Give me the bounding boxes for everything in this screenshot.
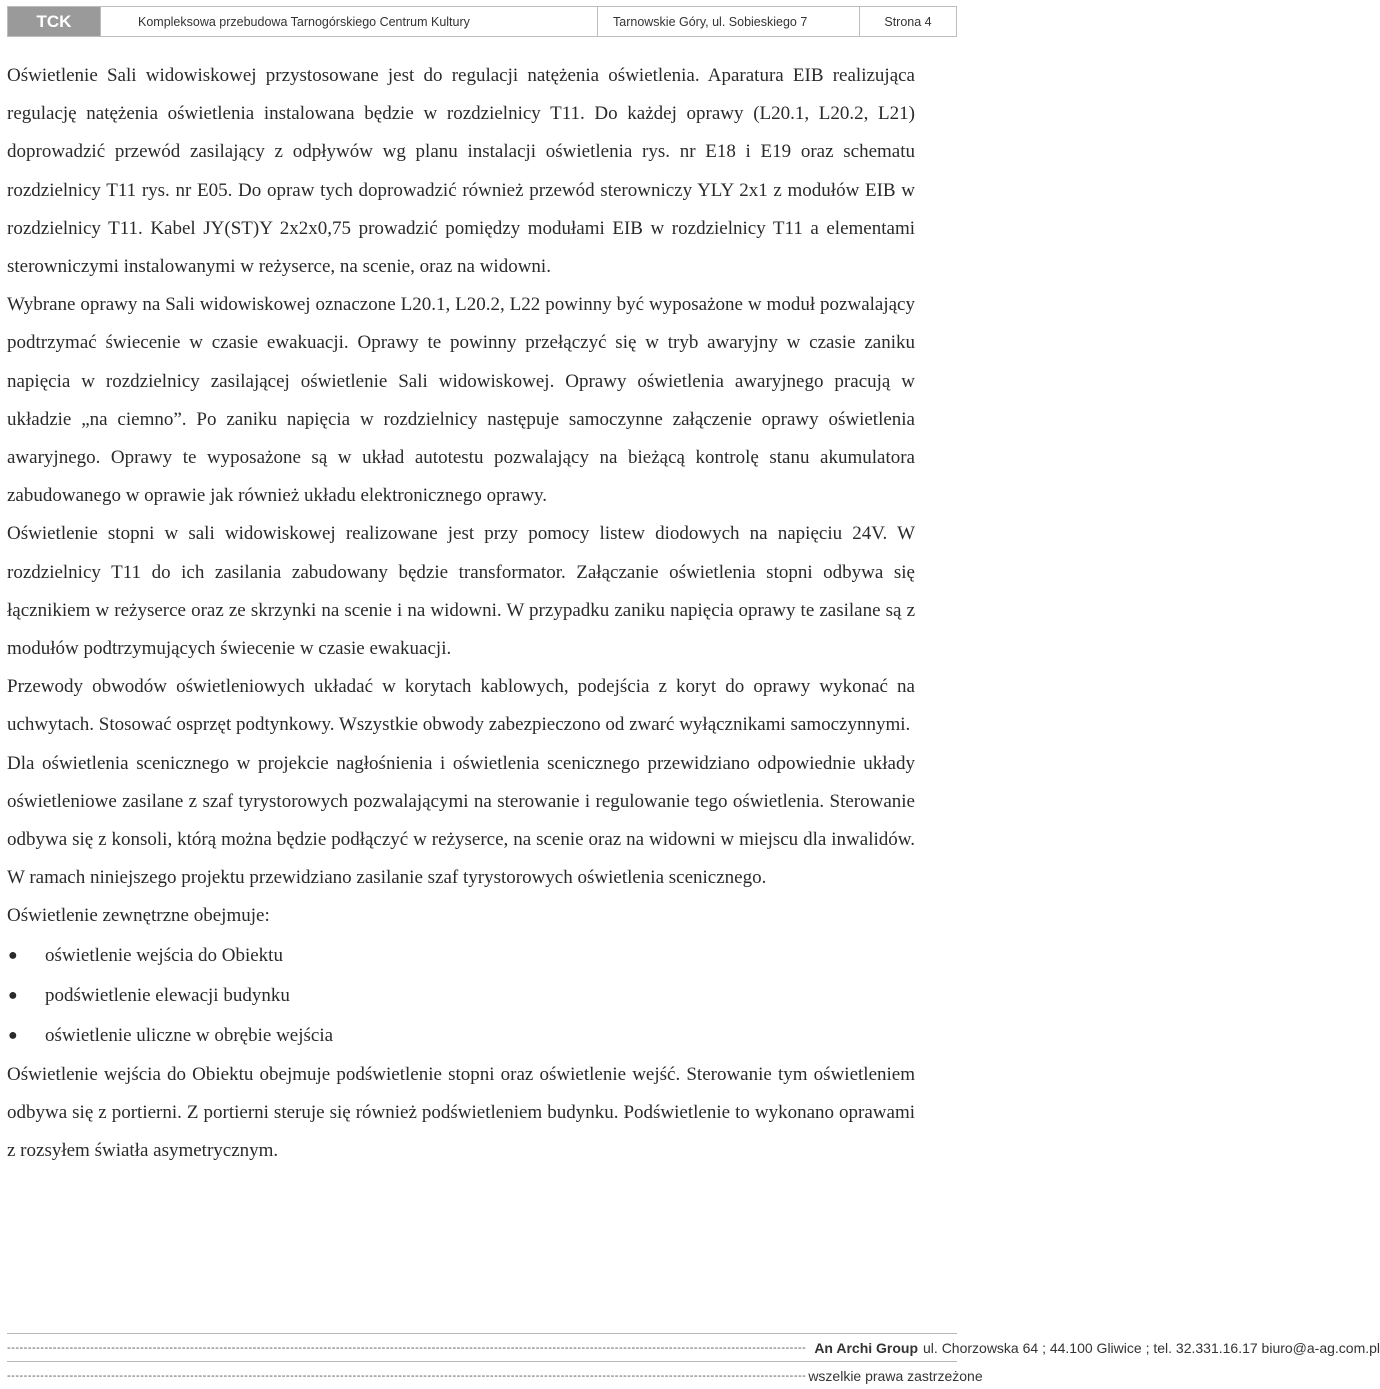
page-footer [7, 1333, 1380, 1389]
footer-company: An Archi Group [814, 1339, 919, 1356]
list-item [7, 976, 915, 1016]
paragraph-exterior-intro: Oświetlenie zewnętrzne obejmuje: [7, 905, 270, 927]
footer-rights: wszelkie prawa zastrzeżone [808, 1367, 983, 1384]
footer-contact: ul. Chorzowska 64 ; 44.100 Gliwice ; tel. 32.331.16.17 biuro@a-ag.com.pl [923, 1339, 1380, 1356]
footer-dashes: ------------------------------------------------------------------------------------------------------------------------------------------------------------------------------------------------ [7, 1341, 807, 1354]
paragraph-stage-lighting: Dla oświetlenia scenicznego w projekcie nagłośnienia i oświetlenia scenicznego przewidziano odpowiednie układy oświetleniowe zasilane z szaf tyrystorowych pozwalającymi na sterowanie i regulowanie tego oświetlenia. Sterowanie odbywa się z konsoli, którą można będzie podłączyć w reżyserce, na scenie oraz na widowni w miejscu dla inwalidów. W ramach niniejszego projektu przewidziano zasilanie szaf tyrystorowych oświetlenia scenicznego. [7, 752, 915, 889]
bullet-icon: ● [8, 946, 18, 964]
list-item-text: oświetlenie uliczne w obrębie wejścia [45, 1024, 334, 1046]
paragraph-eib-regulation: Oświetlenie Sali widowiskowej przystosowane jest do regulacji natężenia oświetlenia. Aparatura EIB realizująca regulację natężenia oświetlenia instalowana będzie w rozdzielnicy T11. Do każdej oprawy (L20.1, L20.2, L21) doprowadzić przewód zasilający z odpływów wg planu instalacji oświetlenia rys. nr E18 i E19 oraz schematu rozdzielnicy T11 rys. nr E05. Do opraw tych doprowadzić również przewód sterowniczy YLY 2x1 z modułów EIB w rozdzielnicy T11. Kabel JY(ST)Y 2x2x0,75 prowadzić pomiędzy modułami EIB w rozdzielnicy T11 a elementami sterowniczymi instalowanymi w reżyserce, na scenie, oraz na widowni. [7, 65, 915, 278]
header-page-number: Strona 4 [884, 14, 932, 29]
footer-dashes: ------------------------------------------------------------------------------------------------------------------------------------------------------------------------------------------------ [7, 1369, 807, 1382]
paragraph-step-lighting: Oświetlenie stopni w sali widowiskowej realizowane jest przy pomocy listew diodowych na napięciu 24V. W rozdzielnicy T11 do ich zasilania zabudowany będzie transformator. Załączanie oświetlenia stopni odbywa się łącznikiem w reżyserce oraz ze skrzynki na scenie i na widowni. W przypadku zaniku napięcia oprawy te zasilane są z modułów podtrzymujących świecenie w czasie ewakuacji. [7, 523, 915, 660]
footer-contact-line [7, 1333, 1380, 1361]
paragraph-cabling: Przewody obwodów oświetleniowych układać w korytach kablowych, podejścia z koryt do oprawy wykonać na uchwytach. Stosować osprzęt podtynkowy. Wszystkie obwody zabezpieczono od zwarć wyłącznikami samoczynnymi. [7, 676, 915, 736]
page-header [7, 6, 957, 37]
header-project-title: Kompleksowa przebudowa Tarnogórskiego Centrum Kultury [101, 7, 598, 36]
document-body [7, 57, 915, 1170]
list-item [7, 936, 915, 976]
bullet-icon: ● [8, 1026, 18, 1044]
footer-rights-line [7, 1361, 983, 1389]
list-item-text: oświetlenie wejścia do Obiektu [45, 944, 283, 966]
tck-logo: TCK [8, 7, 101, 36]
exterior-lighting-list [7, 936, 915, 1056]
paragraph-emergency-lighting: Wybrane oprawy na Sali widowiskowej oznaczone L20.1, L20.2, L22 powinny być wyposażone w moduł pozwalający podtrzymać świecenie w czasie ewakuacji. Oprawy te powinny przełączyć się w tryb awaryjny w czasie zaniku napięcia w rozdzielnicy zasilającej oświetlenie Sali widowiskowej. Oprawy oświetlenia awaryjnego pracują w układzie „na ciemno”. Po zaniku napięcia w rozdzielnicy następuje samoczynne załączenie oprawy oświetlenia awaryjnego. Oprawy te wyposażone są w układ autotestu pozwalający na bieżącą kontrolę stanu akumulatora zabudowanego w oprawie jak również układu elektronicznego oprawy. [7, 294, 915, 507]
list-item [7, 1016, 915, 1056]
bullet-icon: ● [8, 986, 18, 1004]
list-item-text: podświetlenie elewacji budynku [45, 984, 290, 1006]
header-address: Tarnowskie Góry, ul. Sobieskiego 7 [598, 7, 860, 36]
paragraph-entrance-lighting: Oświetlenie wejścia do Obiektu obejmuje podświetlenie stopni oraz oświetlenie wejść. Sterowanie tym oświetleniem odbywa się z portierni. Z portierni steruje się również podświetleniem budynku. Podświetlenie to wykonano oprawami z rozsyłem światła asymetrycznym. [7, 1063, 915, 1162]
